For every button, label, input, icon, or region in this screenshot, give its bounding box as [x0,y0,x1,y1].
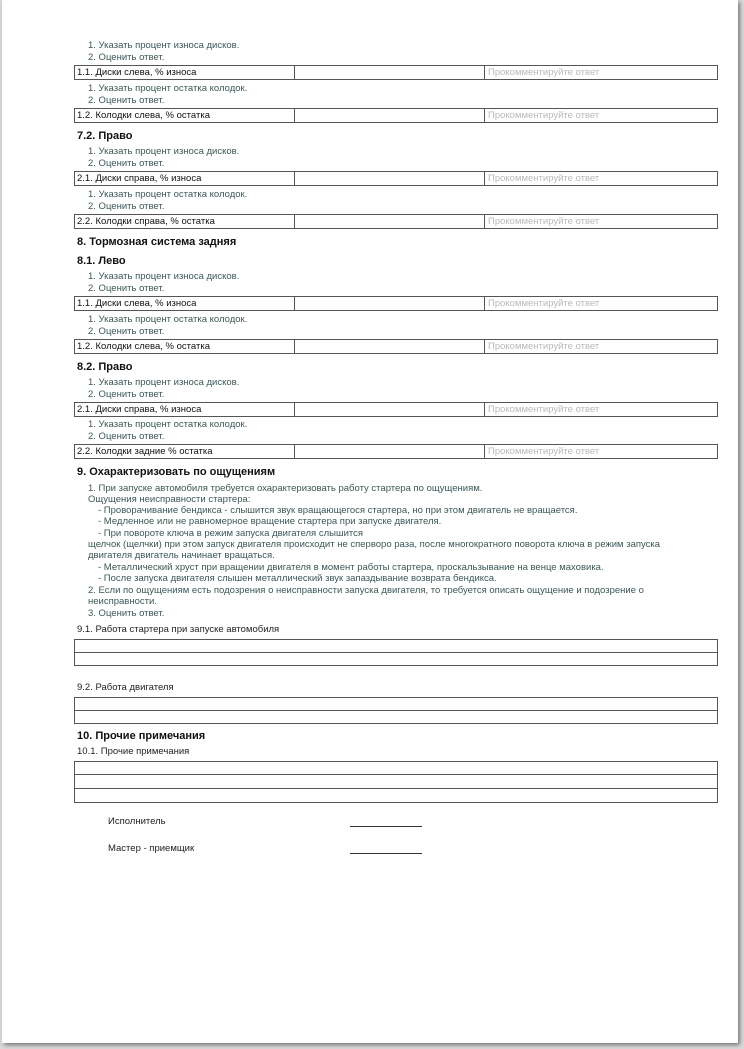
instruction-line: 1. Указать процент износа дисков. [88,146,240,157]
instruction-line: 2. Оценить ответ. [88,389,165,400]
instruction-line: 2. Оценить ответ. [88,283,165,294]
question-label: 9.1. Работа стартера при запуске автомобиля [77,624,280,635]
value-cell[interactable] [295,215,485,228]
answer-row [74,171,718,186]
section-heading: 8.1. Лево [77,255,126,267]
section-heading: 8.2. Право [77,361,133,373]
instruction-line: 1. Указать процент износа дисков. [88,377,240,388]
value-cell[interactable] [295,340,485,353]
instruction-line: щелчок (щелчки) при этом запуск двигателя происходит не сперворо раза, после многократного поворота ключа в режим запуска [88,539,661,550]
instruction-line: 2. Оценить ответ. [88,158,165,169]
comment-field[interactable]: Прокомментируйте ответ [488,110,600,121]
row-label: 2.1. Диски справа, % износа [75,172,295,185]
comment-field[interactable]: Прокомментируйте ответ [488,341,600,352]
comment-field[interactable]: Прокомментируйте ответ [488,446,600,457]
box-divider [75,788,717,789]
row-label: 2.2. Колодки задние % остатка [75,445,295,458]
comment-field[interactable]: Прокомментируйте ответ [488,298,600,309]
value-cell[interactable] [295,172,485,185]
row-label: 2.2. Колодки справа, % остатка [75,215,295,228]
instruction-line: 2. Оценить ответ. [88,201,165,212]
box-divider [75,710,717,711]
row-label: 1.1. Диски слева, % износа [75,297,295,310]
answer-row [74,65,718,80]
answer-row [74,339,718,354]
answer-row [74,444,718,459]
question-label: 10.1. Прочие примечания [77,746,190,757]
answer-row [74,402,718,417]
comment-field[interactable]: Прокомментируйте ответ [488,404,600,415]
instruction-line: 1. Указать процент остатка колодок. [88,419,248,430]
question-label: 9.2. Работа двигателя [77,682,174,693]
instruction-line: 2. Оценить ответ. [88,326,165,337]
master-label: Мастер - приемщик [108,843,195,854]
comment-field[interactable]: Прокомментируйте ответ [488,67,600,78]
answer-row [74,296,718,311]
instruction-line: 1. При запуске автомобиля требуется охарактеризовать работу стартера по ощущениям. [88,483,483,494]
instruction-line: 1. Указать процент остатка колодок. [88,83,248,94]
instruction-line: 2. Если по ощущениям есть подозрения о неисправности запуска двигателя, то требуется описать ощущение и подозрение о [88,585,644,596]
row-label: 1.2. Колодки слева, % остатка [75,340,295,353]
instruction-line: 2. Оценить ответ. [88,52,165,63]
answer-row [74,108,718,123]
section-heading: 9. Охарактеризовать по ощущениям [77,466,276,478]
box-divider [75,774,717,775]
box-divider [75,652,717,653]
document-page [2,0,738,1043]
instruction-line: двигателя двигатель начинает вращаться. [88,550,275,561]
instruction-line: 1. Указать процент остатка колодок. [88,314,248,325]
instruction-line: - При повороте ключа в режим запуска двигателя слышится [98,528,364,539]
executor-label: Исполнитель [108,816,166,827]
row-label: 2.1. Диски справа, % износа [75,403,295,416]
answer-box[interactable] [74,639,718,666]
instruction-line: - Металлический хруст при вращении двигателя в момент работы стартера, проскальзывание на венце маховика. [98,562,604,573]
instruction-line: 1. Указать процент износа дисков. [88,271,240,282]
answer-box[interactable] [74,761,718,803]
instruction-line: неисправности. [88,596,157,607]
section-heading: 10. Прочие примечания [77,730,206,742]
value-cell[interactable] [295,403,485,416]
executor-signature-line[interactable] [350,826,422,827]
answer-box[interactable] [74,697,718,724]
instruction-line: 1. Указать процент износа дисков. [88,40,240,51]
comment-field[interactable]: Прокомментируйте ответ [488,216,600,227]
value-cell[interactable] [295,109,485,122]
row-label: 1.2. Колодки слева, % остатка [75,109,295,122]
section-heading: 8. Тормозная система задняя [77,236,237,248]
master-signature-line[interactable] [350,853,422,854]
instruction-line: 2. Оценить ответ. [88,431,165,442]
instruction-line: 2. Оценить ответ. [88,95,165,106]
value-cell[interactable] [295,66,485,79]
instruction-line: 1. Указать процент остатка колодок. [88,189,248,200]
instruction-line: 3. Оценить ответ. [88,608,165,619]
comment-field[interactable]: Прокомментируйте ответ [488,173,600,184]
section-heading: 7.2. Право [77,130,133,142]
answer-row [74,214,718,229]
instruction-line: - После запуска двигателя слышен металлический звук запаздывание возврата бендикса. [98,573,497,584]
row-label: 1.1. Диски слева, % износа [75,66,295,79]
value-cell[interactable] [295,297,485,310]
value-cell[interactable] [295,445,485,458]
instruction-line: - Медленное или не равномерное вращение стартера при запуске двигателя. [98,516,442,527]
instruction-line: Ощущения неисправности стартера: [88,494,251,505]
instruction-line: - Проворачивание бендикса - слышится звук вращающегося стартера, но при этом двигатель не вращается. [98,505,578,516]
